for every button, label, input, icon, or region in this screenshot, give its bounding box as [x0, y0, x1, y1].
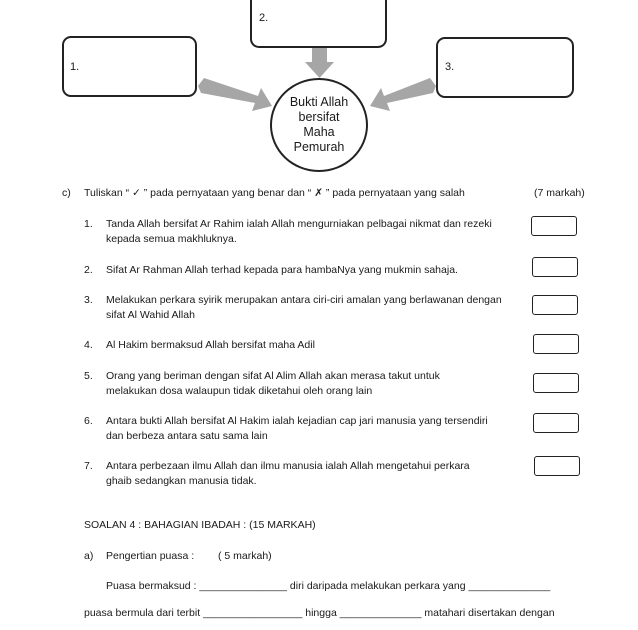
item-number: 6.	[84, 415, 93, 427]
arrow-right	[370, 78, 436, 111]
item-text: Melakukan perkara syirik merupakan antara ciri-ciri amalan yang berlawanan dengan sifat Al Wahid Allah	[106, 294, 502, 321]
item-number: 5.	[84, 370, 93, 382]
center-line-1: Bukti Allah	[289, 95, 349, 109]
item-text: Orang yang beriman dengan sifat Al Alim Allah akan merasa takut untuk melakukan dosa walaupun tidak diketahui oleh orang lain	[106, 370, 440, 397]
section-c-marks: (7 markah)	[534, 187, 585, 199]
box-1-label: 1.	[70, 61, 80, 73]
item-text: Sifat Ar Rahman Allah terhad kepada para hambaNya yang mukmin sahaja.	[106, 264, 458, 276]
box-3-label: 3.	[445, 61, 455, 73]
fill-line-2: puasa bermula dari terbit _________________ hingga ______________ matahari disertakan dengan	[84, 607, 555, 619]
item-text: Antara perbezaan ilmu Allah dan ilmu manusia ialah Allah mengetahui perkara ghaib sedangkan manusia tidak.	[106, 460, 470, 487]
item-number: 2.	[84, 264, 93, 276]
item-number: 7.	[84, 460, 93, 472]
part-a-text: Pengertian puasa :	[106, 550, 195, 562]
section-c-label: c)	[62, 187, 71, 199]
answer-box[interactable]	[533, 413, 579, 433]
part-a-marks: ( 5 markah)	[218, 550, 272, 562]
answer-box[interactable]	[533, 334, 579, 354]
part-a-label: a)	[84, 550, 94, 562]
diagram-box-2	[250, 0, 387, 48]
answer-box[interactable]	[532, 257, 578, 277]
item-number: 3.	[84, 294, 93, 306]
box-2-label: 2.	[259, 12, 269, 24]
answer-box[interactable]	[531, 216, 577, 236]
item-number: 1.	[84, 218, 93, 230]
center-line-2: bersifat	[298, 110, 340, 124]
fill-line-1: Puasa bermaksud : _______________ diri daripada melakukan perkara yang ______________	[106, 580, 551, 592]
answer-box[interactable]	[532, 295, 578, 315]
item-number: 4.	[84, 339, 93, 351]
answer-box[interactable]	[534, 456, 580, 476]
arrow-top	[305, 48, 334, 78]
item-text: Tanda Allah bersifat Ar Rahim ialah Allah mengurniakan pelbagai nikmat dan rezeki kepada semua makhluknya.	[106, 218, 492, 245]
diagram-box-3	[436, 37, 574, 98]
item-text: Al Hakim bermaksud Allah bersifat maha Adil	[106, 339, 315, 351]
section-c-instruction: Tuliskan “ ✓ ” pada pernyataan yang benar dan “ ✗ ” pada pernyataan yang salah	[84, 187, 465, 199]
answer-box[interactable]	[533, 373, 579, 393]
arrow-left	[198, 78, 272, 111]
center-line-4: Pemurah	[293, 140, 345, 154]
item-text: Antara bukti Allah bersifat Al Hakim ialah kejadian cap jari manusia yang tersendiri dan berbeza antara satu sama lain	[106, 415, 488, 442]
diagram-box-1	[62, 36, 197, 97]
center-line-3: Maha	[303, 125, 335, 139]
soalan-4-heading: SOALAN 4 : BAHAGIAN IBADAH : (15 MARKAH)	[84, 519, 316, 531]
diagram-center-circle	[270, 78, 368, 172]
